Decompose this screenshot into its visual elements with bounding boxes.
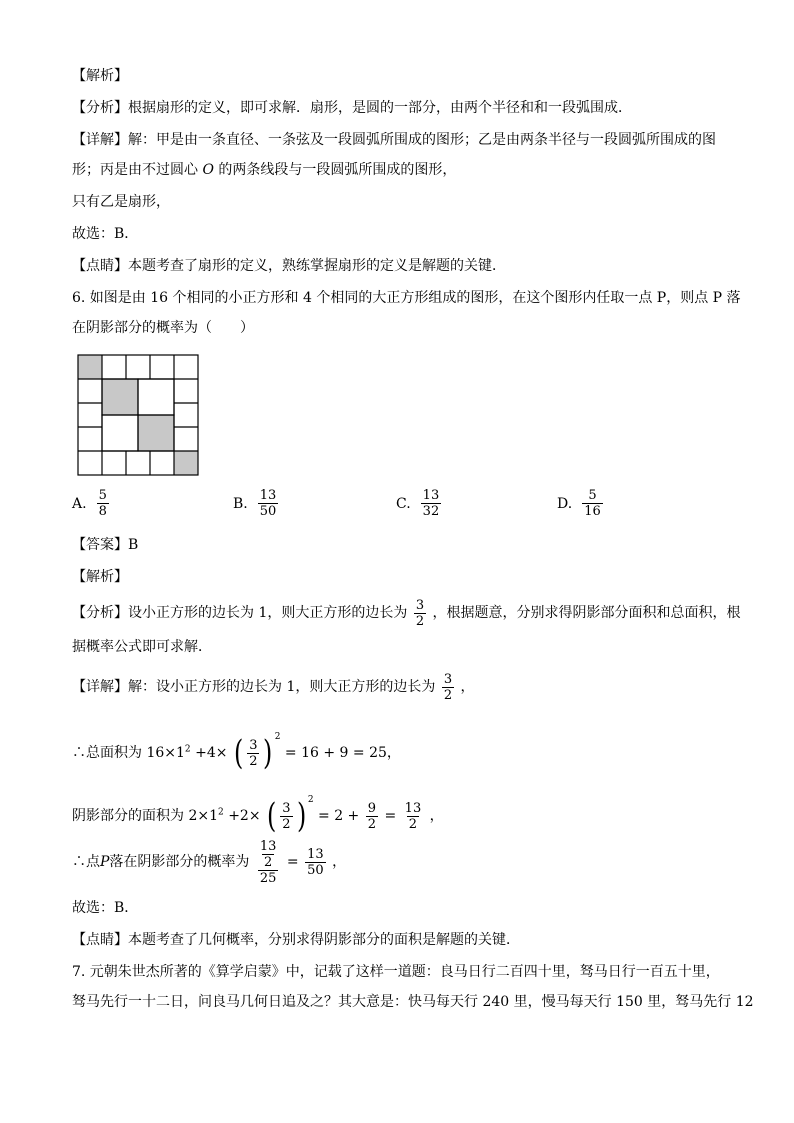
- option-c-num: 13: [422, 488, 440, 503]
- frac-num: 9: [367, 800, 377, 816]
- shade-big-1: [102, 379, 138, 415]
- option-d[interactable]: [557, 488, 605, 519]
- option-a-label: A.: [72, 495, 87, 512]
- detail-text-2b: 的两条线段与一段圆弧所围成的图形，: [218, 162, 457, 178]
- total-expr-c: = 16 + 9 = 25，: [284, 745, 401, 761]
- complex-fraction: [256, 839, 281, 886]
- frac-num: 3: [415, 597, 425, 613]
- frac-den: 2: [264, 854, 273, 870]
- remark-tag: 【点睛】: [72, 258, 128, 274]
- q7-stem-line2: 驽马先行一十二日，问良马几何日追及之？其大意是：快马每天行 240 里，慢马每天行 150 里，驽马先行 12: [72, 994, 754, 1010]
- analysis-6-tag: 【分析】: [72, 605, 128, 621]
- frac-den: 50: [307, 862, 324, 878]
- detail-6-line1: [72, 668, 475, 706]
- analysis-text: 根据扇形的定义，即可求解．扇形，是圆的一部分，由两个半径和和一段弧围成．: [128, 100, 632, 116]
- frac-13-2: [403, 801, 424, 832]
- frac-num: 3: [443, 671, 453, 687]
- q6-stem-line1: 6. 如图是由 16 个相同的小正方形和 4 个相同的大正方形组成的图形，在这个图形内任取一点 P，则点 P 落: [72, 290, 741, 306]
- remark-6-text: 本题考查了几何概率，分别求得阴影部分的面积是解题的关键．: [128, 932, 520, 948]
- shaded-expr-e: ，: [429, 808, 444, 824]
- prob-label-a: ∴点: [72, 854, 100, 870]
- option-b-label: B.: [233, 495, 248, 512]
- frac-den: 2: [282, 816, 291, 832]
- detail-6-tag: 【详解】: [72, 679, 128, 695]
- q6-stem-line2: 在阴影部分的概率为（ ）: [72, 320, 254, 336]
- detail-tag: 【详解】: [72, 132, 128, 148]
- option-d-label: D.: [557, 495, 573, 512]
- jiexi-heading-5: 【解析】: [72, 68, 128, 84]
- option-c-fraction: [421, 488, 442, 519]
- shaded-expr-b: +2×: [228, 808, 261, 824]
- option-b-fraction: [258, 488, 279, 519]
- detail-5-line2: [72, 160, 456, 180]
- paren-frac: ( $\frac{3}{2}$ ): [233, 733, 273, 773]
- detail-5-line1: [72, 130, 716, 150]
- option-b[interactable]: [233, 488, 280, 519]
- select-6: 故选：B．: [72, 900, 139, 916]
- option-c-den: 32: [422, 504, 440, 519]
- prob-end: ，: [332, 854, 347, 870]
- exp-2: 2: [218, 807, 224, 818]
- option-d-den: 16: [584, 504, 601, 519]
- total-expr-a: 16×1: [146, 745, 185, 761]
- total-label: ∴总面积为: [72, 745, 142, 761]
- frac-num: 13: [404, 800, 422, 816]
- analysis-tag: 【分析】: [72, 100, 128, 116]
- answer-6: [72, 535, 138, 555]
- detail-6-text-a: 解：设小正方形的边长为 1，则大正方形的边长为: [128, 679, 436, 695]
- detail-6-text-b: ，: [460, 679, 475, 695]
- frac-9-2: [366, 801, 378, 832]
- total-expr-b: +4×: [195, 745, 228, 761]
- detail-text: 解：甲是由一条直径、一条弦及一段圆弧所围成的图形；乙是由两条半径与一段圆弧所围成的图: [128, 132, 716, 148]
- frac-num: 3: [249, 737, 258, 753]
- option-a-den: 8: [98, 504, 107, 519]
- frac-num: 13: [259, 838, 277, 854]
- analysis-5: [72, 98, 632, 118]
- shaded-label: 阴影部分的面积为: [72, 808, 184, 824]
- shaded-expr-d: =: [384, 808, 397, 824]
- option-c-label: C.: [396, 495, 411, 512]
- shaded-expr-c: = 2 +: [318, 808, 360, 824]
- remark-6-tag: 【点睛】: [72, 932, 128, 948]
- frac-num: 13: [307, 846, 324, 862]
- square-grid-figure: [77, 354, 199, 476]
- frac-13-50: [305, 847, 326, 878]
- option-d-num: 5: [588, 488, 597, 503]
- option-b-den: 50: [259, 504, 277, 519]
- select-5: 故选：B．: [72, 226, 139, 242]
- remark-6: [72, 930, 520, 950]
- q7-stem-line1: 7. 元朝朱世杰所著的《算学启蒙》中，记载了这样一道题：良马日行二百四十里，驽马日行一百五十里，: [72, 964, 720, 980]
- option-a[interactable]: [72, 488, 111, 519]
- answer-value: B: [128, 537, 139, 553]
- frac-den: 2: [415, 613, 425, 629]
- exp-2: 2: [307, 795, 314, 805]
- remark-text: 本题考查了扇形的定义，熟练掌握扇形的定义是解题的关键．: [128, 258, 506, 274]
- jiexi-heading-6: 【解析】: [72, 569, 128, 585]
- prob-label-b: 落在阴影部分的概率为: [109, 854, 250, 870]
- shade-big-2: [138, 415, 174, 451]
- remark-5: [72, 256, 506, 276]
- frac-den: 2: [367, 816, 377, 832]
- shade-top-left: [78, 355, 102, 379]
- frac-num: 3: [282, 800, 291, 816]
- analysis-6-text-a: 设小正方形的边长为 1，则大正方形的边长为: [128, 605, 408, 621]
- frac-den: 2: [408, 816, 418, 832]
- point-p: P: [100, 854, 110, 870]
- exp-2: 2: [184, 744, 191, 755]
- shade-bottom-right: [174, 451, 198, 475]
- detail-6-fraction: [442, 672, 454, 703]
- total-area-line: [72, 715, 401, 775]
- point-o: O: [202, 162, 214, 178]
- option-a-num: 5: [98, 488, 107, 503]
- frac-den: 2: [443, 687, 453, 703]
- option-d-fraction: [582, 488, 603, 519]
- analysis-6-fraction: [414, 598, 426, 629]
- frac-den: 2: [249, 753, 258, 769]
- only-sector: 只有乙是扇形，: [72, 194, 170, 210]
- prob-eq: =: [286, 854, 299, 870]
- option-b-num: 13: [259, 488, 277, 503]
- complex-num: [256, 839, 281, 870]
- exp-2: 2: [274, 732, 281, 742]
- answer-tag: 【答案】: [72, 537, 128, 553]
- analysis-6-text-b: ，根据题意，分别求得阴影部分面积和总面积，根: [432, 605, 741, 621]
- analysis-6-line2: 据概率公式即可求解．: [72, 639, 212, 655]
- shaded-expr-a: 2×1: [188, 808, 218, 824]
- option-c[interactable]: [396, 488, 443, 519]
- shaded-area-line: [72, 778, 444, 838]
- probability-line: [72, 832, 346, 892]
- complex-den: 25: [259, 870, 277, 886]
- analysis-6-line1: [72, 594, 741, 632]
- paren-frac: ( $\frac{3}{2}$ ): [267, 796, 306, 836]
- detail-text-2a: 形；丙是由不过圆心: [72, 162, 198, 178]
- option-a-fraction: [97, 488, 109, 519]
